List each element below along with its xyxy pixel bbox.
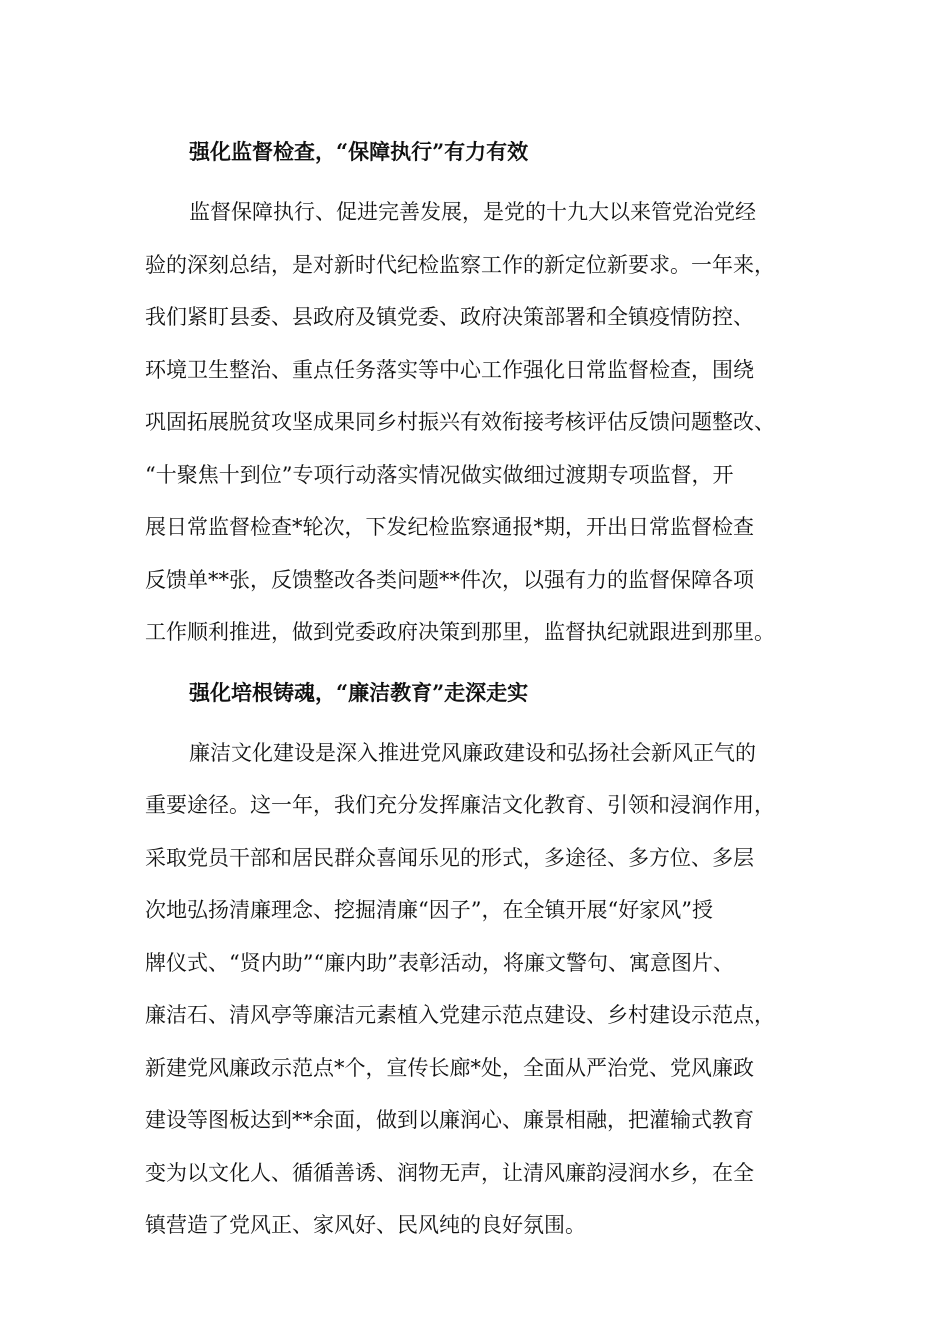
section-heading-supervision: 强化监督检查，“保障执行”有力有效	[189, 139, 529, 164]
paragraph-line: 展日常监督检查*轮次，下发纪检监察通报*期，开出日常监督检查	[145, 515, 754, 539]
paragraph-line: 采取党员干部和居民群众喜闻乐见的形式，多途径、多方位、多层	[145, 845, 754, 870]
paragraph-line: 反馈单**张，反馈整改各类问题**件次，以强有力的监督保障各项	[145, 567, 754, 592]
paragraph-line: “十聚焦十到位”专项行动落实情况做实做细过渡期专项监督，开	[145, 462, 734, 487]
paragraph-line: 环境卫生整治、重点任务落实等中心工作强化日常监督检查，围绕	[145, 357, 754, 382]
paragraph-line: 建设等图板达到**余面，做到以廉润心、廉景相融，把灌输式教育	[145, 1108, 754, 1132]
paragraph-line: 新建党风廉政示范点*个，宣传长廊*处，全面从严治党、党风廉政	[145, 1055, 754, 1080]
paragraph-line: 工作顺利推进，做到党委政府决策到那里，监督执纪就跟进到那里。	[145, 620, 775, 644]
section-paragraph-supervision	[145, 186, 805, 659]
paragraph-line: 变为以文化人、循循善诱、润物无声，让清风廉韵浸润水乡，在全	[145, 1160, 754, 1185]
paragraph-line: 监督保障执行、促进完善发展，是党的十九大以来管党治党经	[189, 200, 756, 224]
document-body	[145, 128, 805, 1252]
paragraph-line: 廉洁石、清风亭等廉洁元素植入党建示范点建设、乡村建设示范点，	[145, 1003, 775, 1027]
paragraph-line: 次地弘扬清廉理念、挖掘清廉“因子”，在全镇开展“好家风”授	[145, 898, 713, 922]
paragraph-line: 廉洁文化建设是深入推进党风廉政建设和弘扬社会新风正气的	[189, 740, 756, 765]
paragraph-line: 镇营造了党风正、家风好、民风纯的良好氛围。	[145, 1213, 586, 1237]
section-paragraph-education	[145, 727, 805, 1252]
paragraph-line: 验的深刻总结，是对新时代纪检监察工作的新定位新要求。一年来，	[145, 252, 775, 277]
section-heading-education: 强化培根铸魂，“廉洁教育”走深走实	[189, 679, 529, 705]
paragraph-line: 牌仪式、“贤内助”“廉内助”表彰活动，将廉文警句、寓意图片、	[145, 950, 734, 975]
paragraph-line: 巩固拓展脱贫攻坚成果同乡村振兴有效衔接考核评估反馈问题整改、	[145, 410, 775, 434]
paragraph-line: 重要途径。这一年，我们充分发挥廉洁文化教育、引领和浸润作用，	[145, 793, 775, 817]
paragraph-line: 我们紧盯县委、县政府及镇党委、政府决策部署和全镇疫情防控、	[145, 305, 754, 329]
